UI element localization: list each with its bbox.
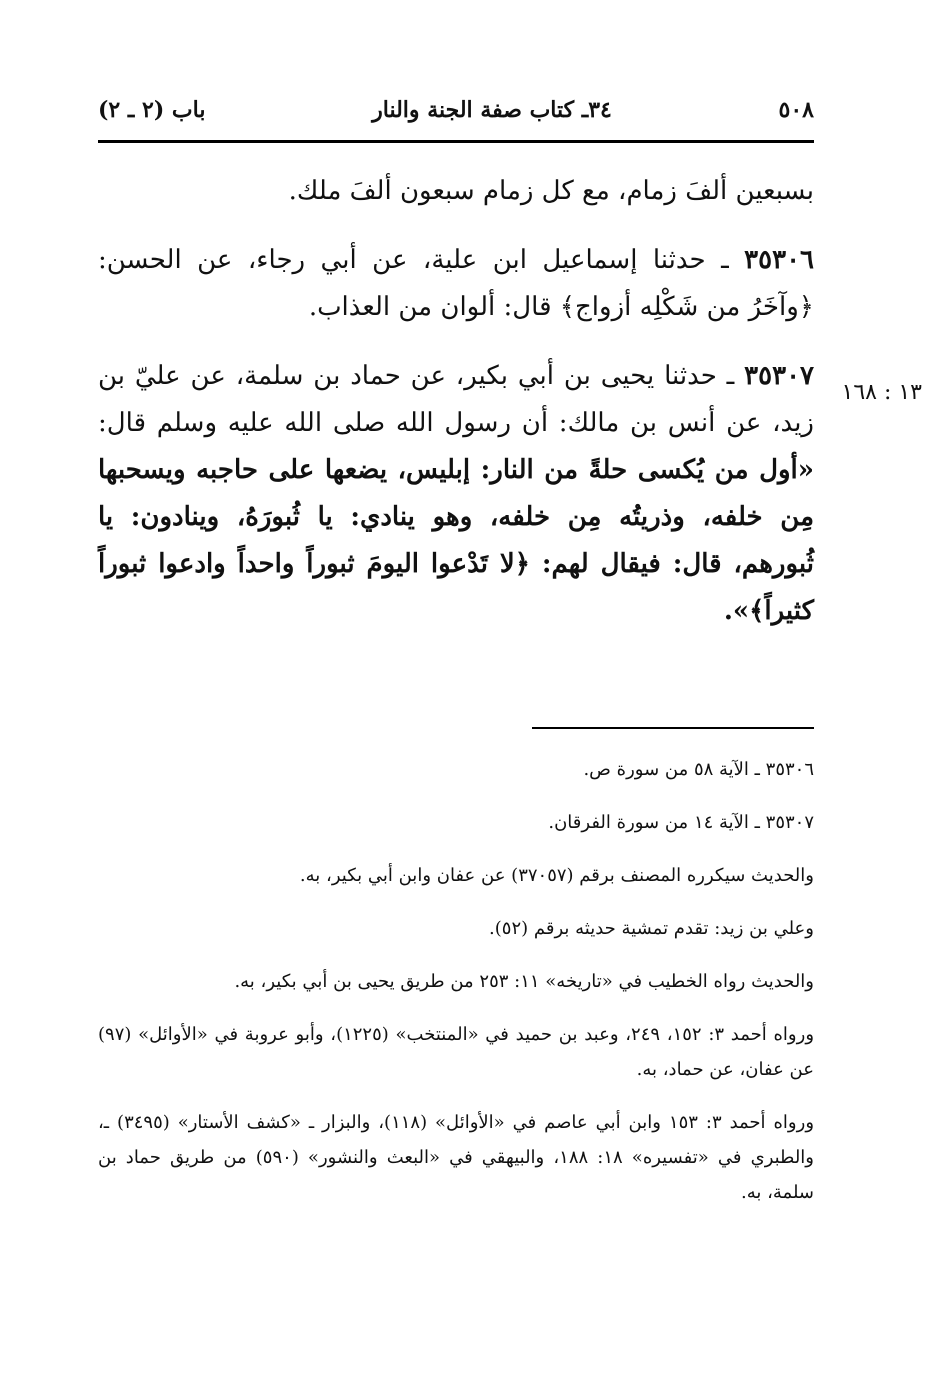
hadith-35307 [98, 353, 814, 635]
running-header [98, 90, 814, 130]
footnote: ورواه أحمد ٣: ١٥٢، ٢٤٩، وعبد بن حميد في «المنتخب» (١٢٢٥)، وأبو عروبة في «الأوائل» (٩٧) عن عفان، عن حماد، به. [98, 1024, 815, 1080]
footnotes [98, 752, 814, 1228]
footnote: ٣٥٣٠٧ ـ الآية ١٤ من سورة الفرقان. [548, 812, 814, 833]
book-title: ٣٤ـ كتاب صفة الجنة والنار [372, 97, 612, 123]
footnote-divider [532, 727, 814, 729]
footnote: والحديث رواه الخطيب في «تاريخه» ١١: ٢٥٣ من طريق يحيى بن أبي بكير، به. [234, 971, 814, 992]
footnote: والحديث سيكرره المصنف برقم (٣٧٠٥٧) عن عفان وابن أبي بكير، به. [299, 865, 814, 886]
footnote: وعلي بن زيد: تقدم تمشية حديثه برقم (٥٢). [489, 918, 814, 939]
footnote: ٣٥٣٠٦ ـ الآية ٥٨ من سورة ص. [583, 759, 814, 780]
margin-reference: ١٣ : ١٦٨ [841, 380, 922, 405]
hadith-matn: «أول من يُكسى حلةً من النار: إبليس، يضعها على حاجبه ويسحبها مِن خلفه، وذريتُه مِن خلفه، وهو ينادي: يا ثُبورَهُ، وينادون: يا ثُبورهم، قال: فيقال لهم: ﴿لا تَدْعوا اليومَ ثبوراً واحداً وادعوا ثبوراً كثيراً﴾». [98, 455, 814, 626]
hadith-isnad: ـ حدثنا يحيى بن أبي بكير، عن حماد بن سلمة، عن عليّ بن زيد، عن أنس بن مالك: أن رسول الله صلى الله عليه وسلم قال: [98, 361, 814, 438]
footnote: ورواه أحمد ٣: ١٥٣ وابن أبي عاصم في «الأوائل» (١١٨)، والبزار ـ «كشف الأستار» (٣٤٩٥) ـ، والطبري في «تفسيره» ١٨: ١٨٨، والبيهقي في «البعث والنشور» (٥٩٠) من طريق حماد بن سلمة، به. [98, 1112, 815, 1203]
page-number: ٥٠٨ [778, 97, 814, 123]
chapter-label: باب (٢ ـ ٢) [98, 97, 206, 123]
hadith-text: ـ حدثنا إسماعيل ابن علية، عن أبي رجاء، عن الحسن: ﴿وآخَرُ من شَكْلِه أزواج﴾ قال: ألوان من العذاب. [98, 245, 814, 322]
hadith-35306 [98, 237, 814, 331]
header-divider [98, 140, 814, 143]
hadith-number: ٣٥٣٠٧ [744, 361, 814, 391]
hadith-number: ٣٥٣٠٦ [744, 245, 814, 275]
main-text [98, 168, 814, 657]
paragraph-continuation: بسبعين ألفَ زمام، مع كل زمام سبعون ألفَ ملك. [288, 176, 814, 206]
